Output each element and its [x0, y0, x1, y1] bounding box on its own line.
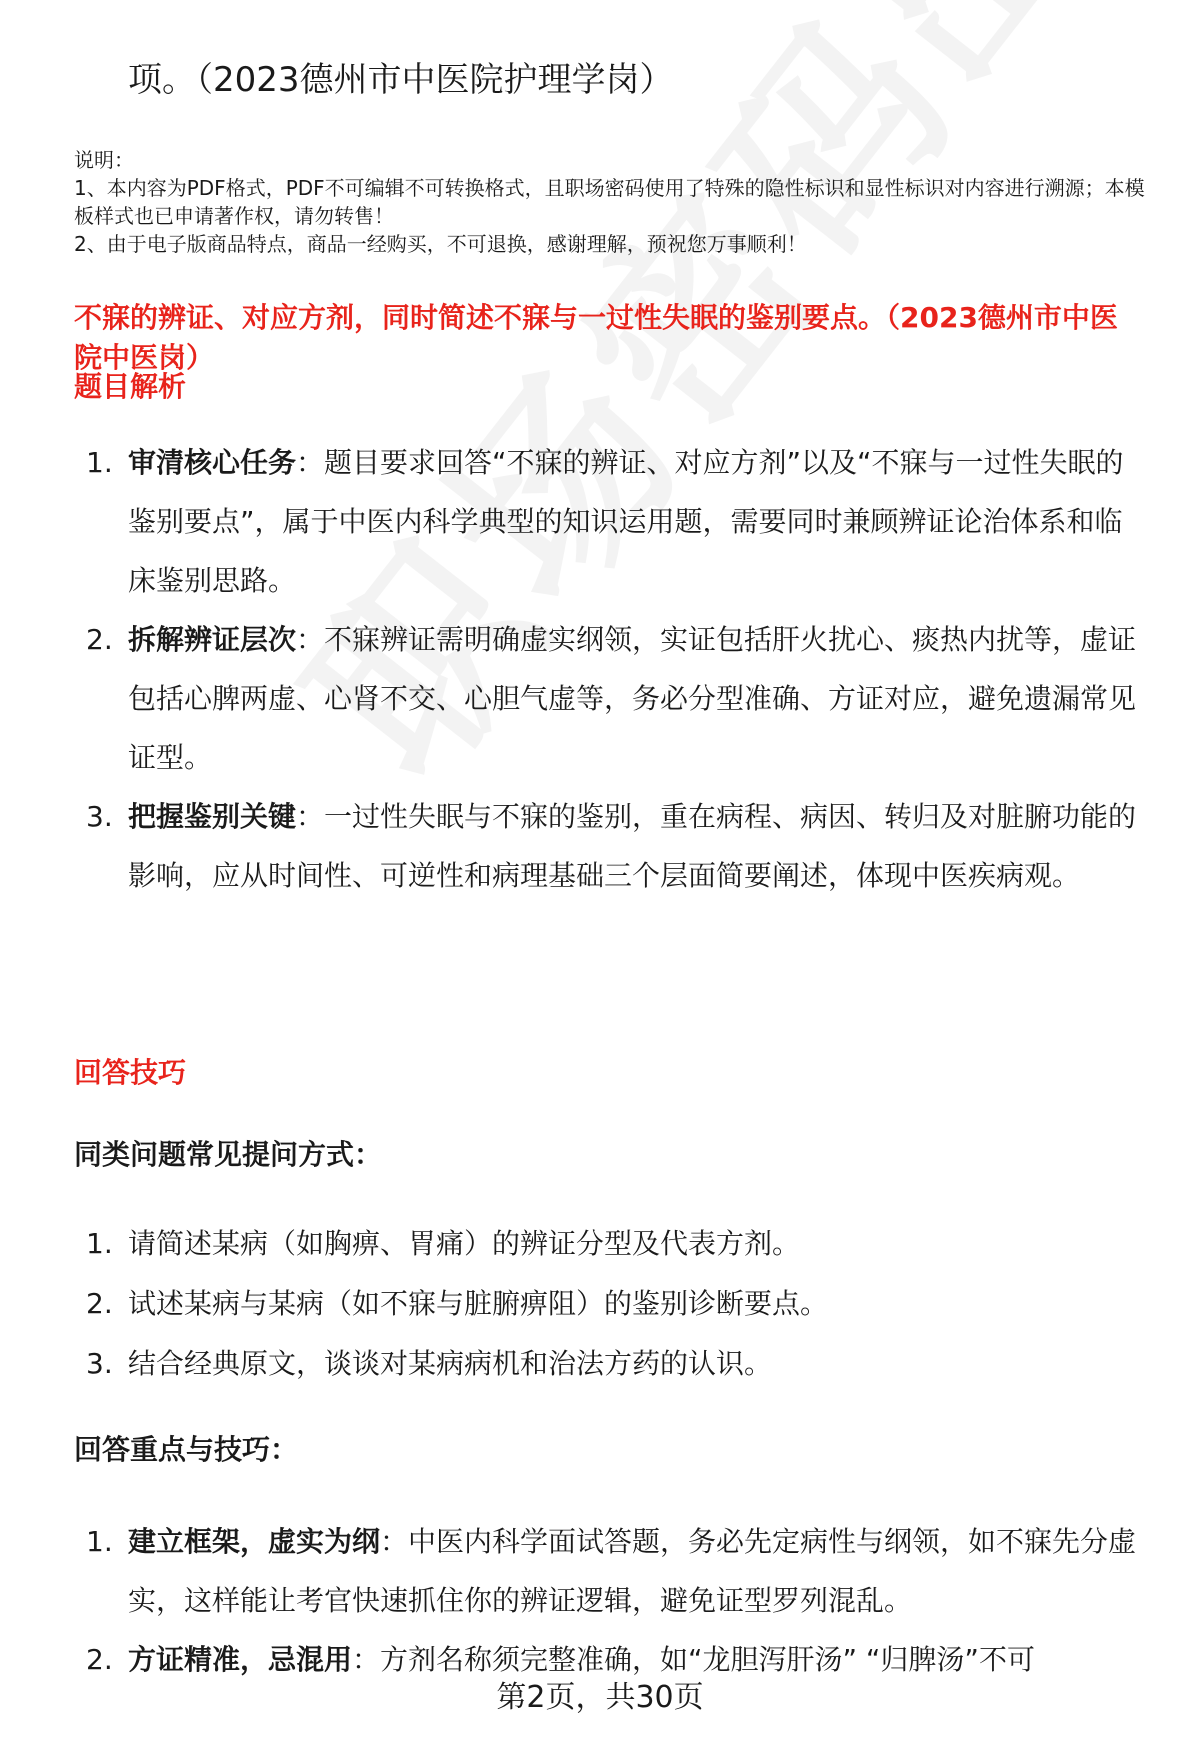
item-text: 结合经典原文，谈谈对某病病机和治法方药的认识。 — [128, 1347, 773, 1380]
similar-questions-heading: 同类问题常见提问方式： — [74, 1138, 383, 1171]
item-keyword: 建立框架，虚实为纲 — [128, 1525, 381, 1558]
list-number: 1. — [86, 1525, 113, 1558]
list-number: 3. — [86, 1347, 113, 1380]
question-title: 不寐的辨证、对应方剂，同时简述不寐与一过性失眠的鉴别要点。（2023德州市中医院中医岗） — [74, 301, 1118, 374]
list-number: 1. — [86, 1227, 113, 1260]
note-line-2: 2、由于电子版商品特点，商品一经购买，不可退换，感谢理解，预祝您万事顺利！ — [74, 232, 807, 256]
disclaimer-note — [74, 146, 1164, 258]
item-keyword: 方证精准，忌混用 — [128, 1643, 353, 1676]
item-keyword: 把握鉴别关键 — [128, 800, 297, 833]
item-text: 试述某病与某病（如不寐与脏腑痹阻）的鉴别诊断要点。 — [128, 1287, 829, 1320]
note-title: 说明： — [74, 148, 134, 172]
item-text: 请简述某病（如胸痹、胃痛）的辨证分型及代表方剂。 — [128, 1227, 801, 1260]
item-text: ：一过性失眠与不寐的鉴别，重在病程、病因、转归及对脏腑功能的影响，应从时间性、可逆性和病理基础三个层面简要阐述，体现中医疾病观。 — [128, 800, 1137, 892]
continued-question-tail: 项。（2023德州市中医院护理学岗） — [128, 60, 674, 100]
item-keyword: 拆解辨证层次 — [128, 623, 297, 656]
list-item — [74, 1224, 1144, 1264]
item-keyword: 审清核心任务 — [128, 446, 297, 479]
tips-heading: 回答技巧 — [74, 1056, 187, 1089]
key-points-list — [74, 1512, 1144, 1689]
list-item — [74, 1284, 1144, 1324]
list-item — [74, 433, 1144, 610]
list-item — [74, 1344, 1144, 1384]
list-number: 2. — [86, 1287, 113, 1320]
note-line-1: 1、本内容为PDF格式，PDF不可编辑不可转换格式，且职场密码使用了特殊的隐性标识和显性标识对内容进行溯源；本模板样式也已申请著作权，请勿转售！ — [74, 176, 1145, 228]
analysis-list — [74, 433, 1144, 905]
list-item — [74, 787, 1144, 905]
list-item — [74, 610, 1144, 787]
item-text: ：不寐辨证需明确虚实纲领，实证包括肝火扰心、痰热内扰等，虚证包括心脾两虚、心肾不交、心胆气虚等，务必分型准确、方证对应，避免遗漏常见证型。 — [128, 623, 1137, 774]
analysis-heading: 题目解析 — [74, 370, 187, 403]
list-number: 2. — [86, 623, 113, 656]
list-item — [74, 1512, 1144, 1630]
key-points-heading: 回答重点与技巧： — [74, 1433, 299, 1466]
list-number: 3. — [86, 800, 113, 833]
item-text: ：题目要求回答“不寐的辨证、对应方剂”以及“不寐与一过性失眠的鉴别要点”，属于中医内科学典型的知识运用题，需要同时兼顾辨证论治体系和临床鉴别思路。 — [128, 446, 1124, 597]
list-number: 2. — [86, 1643, 113, 1676]
similar-questions-list — [74, 1224, 1144, 1404]
page-number: 第2页，共30页 — [496, 1680, 704, 1715]
item-text: ：方剂名称须完整准确，如“龙胆泻肝汤” “归脾汤”不可 — [352, 1643, 1035, 1676]
item-text: ：中医内科学面试答题，务必先定病性与纲领，如不寐先分虚实，这样能让考官快速抓住你的辨证逻辑，避免证型罗列混乱。 — [128, 1525, 1137, 1617]
list-number: 1. — [86, 446, 113, 479]
